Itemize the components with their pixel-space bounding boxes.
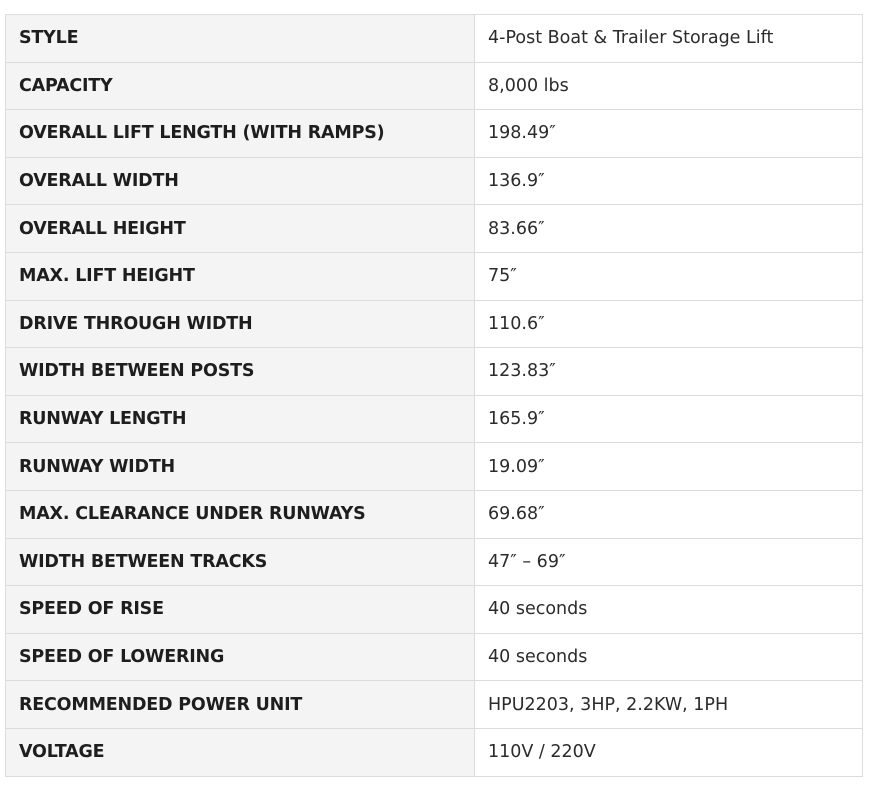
spec-label: MAX. CLEARANCE UNDER RUNWAYS xyxy=(6,490,475,538)
table-row xyxy=(6,348,863,396)
table-row xyxy=(6,443,863,491)
table-row xyxy=(6,681,863,729)
table-row xyxy=(6,395,863,443)
spec-label: WIDTH BETWEEN POSTS xyxy=(6,348,475,396)
table-row xyxy=(6,490,863,538)
spec-value: 110V / 220V xyxy=(475,728,863,776)
spec-value: 19.09″ xyxy=(475,443,863,491)
spec-label: MAX. LIFT HEIGHT xyxy=(6,252,475,300)
spec-value: 123.83″ xyxy=(475,348,863,396)
table-row xyxy=(6,728,863,776)
table-row xyxy=(6,586,863,634)
spec-label: RUNWAY WIDTH xyxy=(6,443,475,491)
spec-value: 165.9″ xyxy=(475,395,863,443)
table-row xyxy=(6,110,863,158)
spec-value: 8,000 lbs xyxy=(475,62,863,110)
spec-value: 4-Post Boat & Trailer Storage Lift xyxy=(475,15,863,63)
spec-value: 40 seconds xyxy=(475,633,863,681)
table-row xyxy=(6,15,863,63)
spec-label: RECOMMENDED POWER UNIT xyxy=(6,681,475,729)
spec-label: STYLE xyxy=(6,15,475,63)
table-row xyxy=(6,252,863,300)
specifications-table xyxy=(5,14,863,777)
spec-label: RUNWAY LENGTH xyxy=(6,395,475,443)
spec-value: 69.68″ xyxy=(475,490,863,538)
table-row xyxy=(6,633,863,681)
spec-value: 198.49″ xyxy=(475,110,863,158)
spec-value: 47″ – 69″ xyxy=(475,538,863,586)
spec-label: OVERALL LIFT LENGTH (WITH RAMPS) xyxy=(6,110,475,158)
spec-label: SPEED OF LOWERING xyxy=(6,633,475,681)
spec-label: WIDTH BETWEEN TRACKS xyxy=(6,538,475,586)
spec-label: CAPACITY xyxy=(6,62,475,110)
table-row xyxy=(6,300,863,348)
table-row xyxy=(6,205,863,253)
table-row xyxy=(6,62,863,110)
spec-label: DRIVE THROUGH WIDTH xyxy=(6,300,475,348)
specifications-table-body xyxy=(6,15,863,777)
spec-value: 110.6″ xyxy=(475,300,863,348)
spec-value: 40 seconds xyxy=(475,586,863,634)
spec-label: SPEED OF RISE xyxy=(6,586,475,634)
spec-label: OVERALL WIDTH xyxy=(6,157,475,205)
spec-label: VOLTAGE xyxy=(6,728,475,776)
spec-label: OVERALL HEIGHT xyxy=(6,205,475,253)
table-row xyxy=(6,157,863,205)
spec-value: 83.66″ xyxy=(475,205,863,253)
spec-value: 136.9″ xyxy=(475,157,863,205)
spec-value: HPU2203, 3HP, 2.2KW, 1PH xyxy=(475,681,863,729)
spec-value: 75″ xyxy=(475,252,863,300)
table-row xyxy=(6,538,863,586)
